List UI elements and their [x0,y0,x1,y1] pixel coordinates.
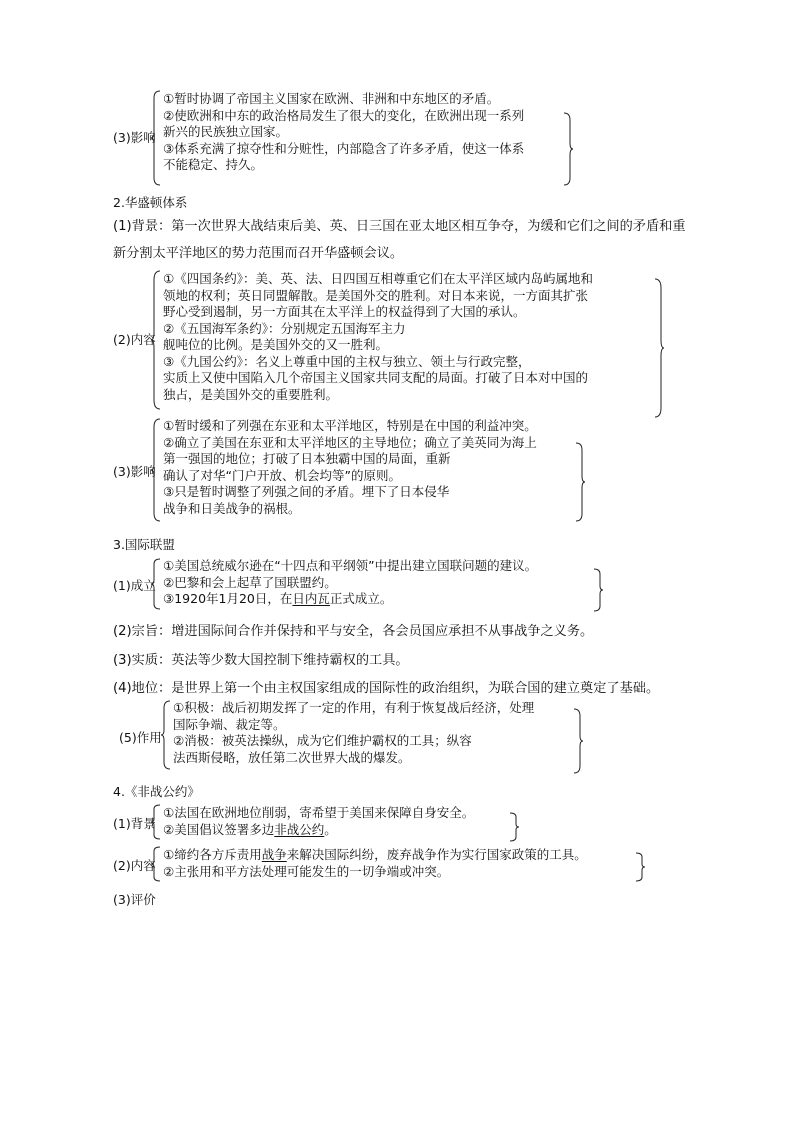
text-fragment: ③1920年1月20日，在 [163,591,293,606]
text-fragment: 正式成立。 [329,591,393,606]
league-purpose: (2)宗旨：增进国际间合作并保持和平与安全，各会员国应承担不从事战争之义务。 [113,624,594,639]
open-brace [151,846,161,882]
open-brace [151,418,161,522]
line: 领地的权利；英日同盟解散。是美国外交的胜利。对日本来说，一方面其扩张 [163,287,589,303]
impact-lines [163,91,524,174]
close-brace [635,852,645,882]
content-label: (2)内容 [113,858,156,873]
open-brace [151,558,161,610]
role-lines [173,700,534,766]
line: ①积极：战后初期发挥了一定的作用，有利于恢复战后经济，处理 [173,700,535,715]
line: ①暂时缓和了列强在东亚和太平洋地区，特别是在中国的利益冲突。 [163,418,537,433]
line: ②确立了美国在东亚和太平洋地区的主导地位；确立了美英同为海上 [163,434,537,450]
underlined-term: 战争 [261,847,287,862]
impact-label: (3)影响 [113,130,156,145]
line: ③《九国公约》：名义上尊重中国的主权与独立、领土与行政完整， [163,353,531,369]
text-fragment: ①缔约各方斥责用 [163,847,262,862]
impact-label: (3)影响 [113,464,156,479]
section-heading-kellogg: 4.《非战公约》 [113,784,200,799]
washington-content-block [113,270,673,410]
line: 第一强国的地位；打破了日本独霸中国的局面，重新 [163,451,451,466]
kellogg-evaluation-label: (3)评价 [113,892,156,907]
line: ①暂时协调了帝国主义国家在欧洲、非洲和中东地区的矛盾。 [163,91,500,106]
versailles-impact-block [113,90,583,186]
line: 独占，是美国外交的重要胜利。 [163,386,339,402]
line: 国际争端、裁定等。 [173,716,286,732]
line: ①《四国条约》：美、英、法、日四国互相尊重它们在太平洋区域内岛屿属地和 [163,271,593,286]
text-fragment: 。 [324,821,337,837]
league-role-block [113,700,583,770]
open-brace [161,700,171,770]
line: 舰吨位的比例。是美国外交的又一胜利。 [163,337,389,352]
line: ②使欧洲和中东的政治格局发生了很大的变化，在欧洲出现一系列 [163,107,525,123]
content-lines [163,271,593,403]
league-established-block [113,558,603,610]
line: ③体系充满了掠夺性和分赃性，内部隐含了许多矛盾，使这一体系 [163,140,525,156]
line: ②消极：被英法操纵，成为它们维护霸权的工具；纵容 [173,733,472,748]
line: 战争和日美战争的祸根。 [163,500,301,516]
background-label: (1)背景 [113,816,156,831]
close-brace [509,812,519,842]
close-brace [573,708,583,774]
line: ②巴黎和会上起草了国联盟约。 [163,574,337,590]
line: 实质上又使中国陷入几个帝国主义国家共同支配的局面。打破了日本对中国的 [163,370,589,385]
close-brace [593,568,603,612]
section-heading-league: 3.国际联盟 [113,537,175,552]
line: 不能稳定、持久。 [163,157,264,172]
impact-lines [163,418,537,517]
open-brace [151,90,161,186]
background-lines [163,805,474,838]
kellogg-background-block [113,804,523,840]
open-brace [151,270,161,410]
open-brace [151,804,161,840]
section-heading-washington: 2.华盛顿体系 [113,195,188,210]
league-essence: (3)实质：英法等少数大国控制下维持霸权的工具。 [113,653,409,668]
line: 野心受到遏制，另一方面其在太平洋上的权益得到了大国的承认。 [163,304,526,319]
established-lines [163,558,537,608]
league-status: (4)地位：是世界上第一个由主权国家组成的国际性的政治组织，为联合国的建立奠定了基础。 [113,681,660,696]
line [163,822,474,839]
line: 法西斯侵略，放任第二次世界大战的爆发。 [173,749,411,765]
underlined-term: 非战公约 [274,821,325,837]
content-lines [163,847,587,880]
underlined-place: 日内瓦 [292,591,330,606]
text-fragment: 来解决国际纠纷，废弃战争作为实行国家政策的工具。 [286,847,587,862]
close-brace [654,278,664,418]
line: ②主张用和平方法处理可能发生的一切争端或冲突。 [163,863,450,879]
established-label: (1)成立 [113,578,156,593]
close-brace [575,442,585,522]
text-fragment: ②美国倡议签署多边 [163,821,275,837]
line [163,847,587,864]
line: 新兴的民族独立国家。 [163,124,289,139]
close-brace [563,112,573,186]
line: 确认了对华“门户开放、机会均等”的原则。 [163,467,401,483]
line: ①法国在欧洲地位削弱，寄希望于美国来保障自身安全。 [163,805,475,820]
kellogg-content-block [113,846,653,882]
line: ③只是暂时调整了列强之间的矛盾。埋下了日本侵华 [163,484,450,499]
washington-impact-block [113,418,593,522]
washington-background: (1)背景：第一次世界大战结束后美、英、日三国在亚太地区相互争夺，为缓和它们之间的矛盾和重新分割太平洋地区的势力范围而召开华盛顿会议。 [113,219,686,261]
line: ①美国总统威尔逊在“十四点和平纲领”中提出建立国联问题的建议。 [163,558,538,573]
role-label: (5)作用 [119,730,162,745]
content-label: (2)内容 [113,332,156,347]
line [163,591,537,608]
line: ②《五国海军条约》：分别规定五国海军主力 [163,320,406,336]
